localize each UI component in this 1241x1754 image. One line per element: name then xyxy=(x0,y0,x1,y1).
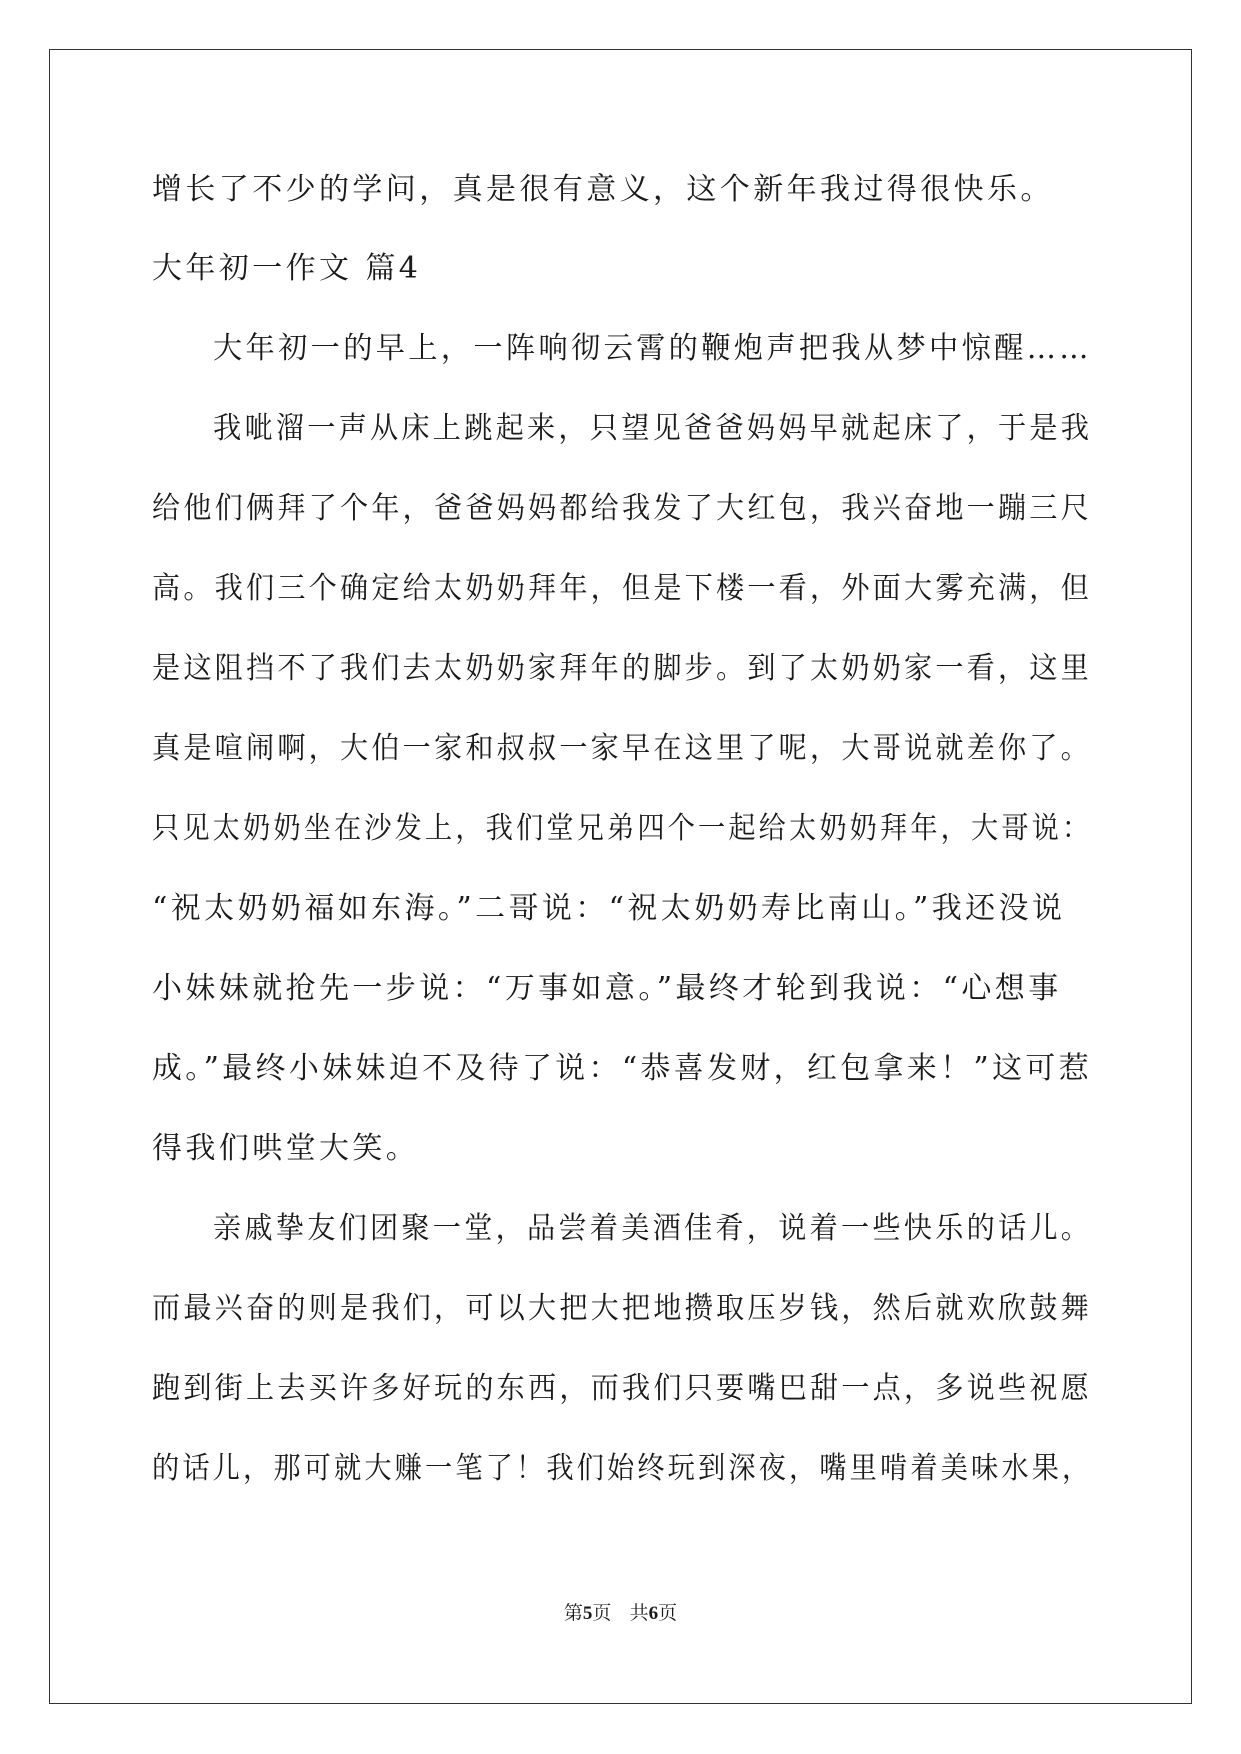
text-line: 给他们俩拜了个年，爸爸妈妈都给我发了大红包，我兴奋地一蹦三尺 xyxy=(152,491,1092,526)
section-heading: 大年初一作文 篇4 xyxy=(152,251,422,286)
text-line: 成。”最终小妹妹迫不及待了说：“恭喜发财，红包拿来！”这可惹 xyxy=(152,1051,1092,1086)
total-page-number: 6 xyxy=(648,1603,659,1624)
text-line: 得我们哄堂大笑。 xyxy=(152,1131,420,1166)
page-number-footer xyxy=(0,1601,1241,1626)
current-page-number: 5 xyxy=(582,1603,593,1624)
text-line: 我呲溜一声从床上跳起来，只望见爸爸妈妈早就起床了，于是我 xyxy=(213,411,1093,446)
text-line: 真是喧闹啊，大伯一家和叔叔一家早在这里了呢，大哥说就差你了。 xyxy=(152,731,1092,766)
text-line: 跑到街上去买许多好玩的东西，而我们只要嘴巴甜一点，多说些祝愿 xyxy=(152,1371,1092,1406)
page-suffix: 页 xyxy=(592,1602,612,1624)
text-line: 增长了不少的学问，真是很有意义，这个新年我过得很快乐。 xyxy=(152,172,1054,207)
text-line: 是这阻挡不了我们去太奶奶家拜年的脚步。到了太奶奶家一看，这里 xyxy=(152,651,1092,686)
text-line: 只见太奶奶坐在沙发上，我们堂兄弟四个一起给太奶奶拜年，大哥说： xyxy=(152,811,1093,846)
text-line: 亲戚挚友们团聚一堂，品尝着美酒佳肴，说着一些快乐的话儿。 xyxy=(213,1211,1093,1246)
text-line: 而最兴奋的则是我们，可以大把大把地攒取压岁钱，然后就欢欣鼓舞 xyxy=(152,1291,1092,1326)
text-line: 高。我们三个确定给太奶奶拜年，但是下楼一看，外面大雾充满，但 xyxy=(152,571,1092,606)
text-line: 的话儿，那可就大赚一笔了！我们始终玩到深夜，嘴里啃着美味水果， xyxy=(152,1451,1093,1486)
text-line: 小妹妹就抢先一步说：“万事如意。”最终才轮到我说：“心想事 xyxy=(152,971,1062,1006)
text-line: 大年初一的早上，一阵响彻云霄的鞭炮声把我从梦中惊醒…… xyxy=(213,331,1092,366)
total-suffix: 页 xyxy=(658,1602,678,1624)
page-prefix: 第 xyxy=(563,1602,583,1624)
text-line: “祝太奶奶福如东海。”二哥说：“祝太奶奶寿比南山。”我还没说 xyxy=(152,891,1066,926)
total-prefix: 共 xyxy=(629,1602,649,1624)
